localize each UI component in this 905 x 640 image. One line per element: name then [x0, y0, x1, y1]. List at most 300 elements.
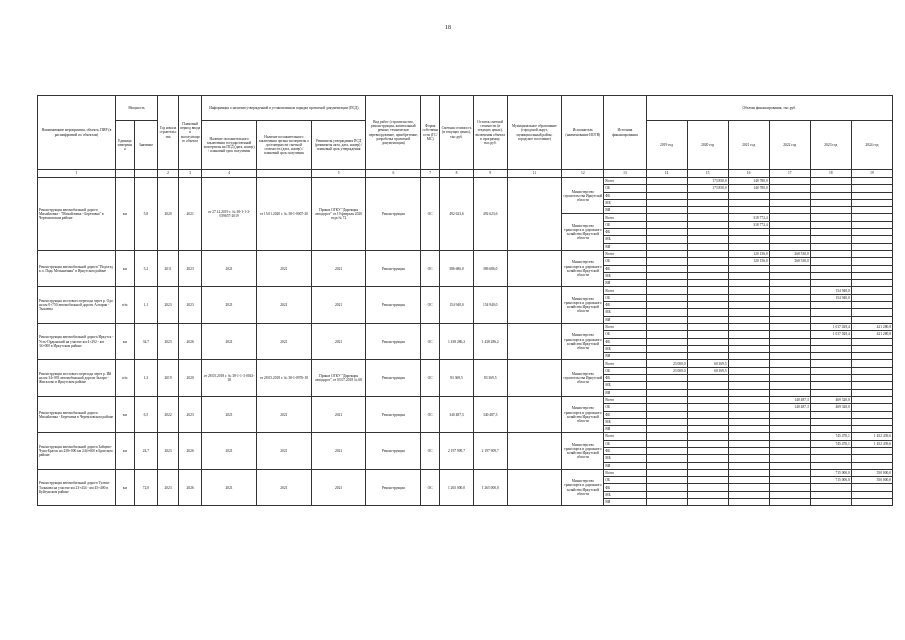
year-start: 2023 — [158, 433, 179, 469]
funding-amount — [646, 491, 687, 498]
power-value: 24,7 — [134, 433, 157, 469]
funding-amount — [646, 418, 687, 425]
funding-amount: 1 017 029,4 — [810, 331, 851, 338]
funding-amount — [646, 499, 687, 506]
funding-amount — [769, 367, 810, 374]
funding-amount: 550 000,0 — [851, 469, 892, 476]
funding-amount — [687, 477, 728, 484]
funding-amount: 1 452 439,6 — [851, 440, 892, 447]
property-form: ОС — [421, 360, 440, 396]
funding-amount — [810, 375, 851, 382]
funding-source: ОБ — [604, 440, 646, 447]
funding-amount — [646, 469, 687, 476]
funding-amount: 60 169,5 — [687, 360, 728, 367]
funding-amount — [728, 280, 769, 287]
work-type: Реконструкция — [366, 250, 421, 286]
funding-amount — [851, 499, 892, 506]
funding-amount — [687, 243, 728, 250]
funding-amount — [646, 236, 687, 243]
funding-source: ОБ — [604, 367, 646, 374]
funding-amount — [810, 345, 851, 352]
funding-amount — [687, 338, 728, 345]
municipality — [507, 250, 562, 286]
power-unit: км — [115, 433, 134, 469]
funding-amount: 60 169,5 — [687, 367, 728, 374]
funding-source: ВИ — [604, 243, 646, 250]
funding-amount — [810, 462, 851, 469]
funding-amount — [687, 447, 728, 454]
expertise-info: 2021 — [202, 287, 257, 323]
funding-amount — [769, 272, 810, 279]
remaining-header: Остаток сметной стоимости (в текущих ценах), включения объекта в программу, тыс.руб. — [473, 96, 507, 170]
funding-amount — [810, 229, 851, 236]
funding-amount — [646, 287, 687, 294]
funding-amount — [728, 207, 769, 214]
funding-amount — [646, 338, 687, 345]
funding-amount — [769, 426, 810, 433]
funding-amount — [851, 236, 892, 243]
municipality-header: Муниципальное образование (городской округ, муниципальный район, городское поселение) — [507, 96, 562, 170]
funding-amount — [728, 265, 769, 272]
column-number: 15 — [687, 170, 728, 178]
property-form: ОС — [421, 178, 440, 251]
funding-amount — [687, 491, 728, 498]
power-unit: км — [115, 250, 134, 286]
column-number: 11 — [507, 170, 562, 178]
funding-amount — [769, 294, 810, 301]
page-number: 18 — [445, 25, 451, 31]
funding-amount — [687, 207, 728, 214]
commission-period: 2023 — [179, 250, 202, 286]
funding-amount — [851, 178, 892, 185]
funding-amount: 550 000,0 — [851, 477, 892, 484]
reliability-info: от 28.05.2018 г. № 38-1-0976-18 — [256, 360, 311, 396]
funding-amount — [646, 331, 687, 338]
funding-amount — [646, 433, 687, 440]
funding-amount — [728, 477, 769, 484]
funding-amount — [810, 426, 851, 433]
funding-amount — [769, 499, 810, 506]
funding-amount — [646, 404, 687, 411]
funding-amount — [687, 323, 728, 330]
funding-amount — [769, 178, 810, 185]
municipality — [507, 178, 562, 251]
funding-amount: 268 530,0 — [769, 250, 810, 257]
funding-amount — [687, 199, 728, 206]
property-form: ОС — [421, 323, 440, 359]
column-number: 12 — [562, 170, 604, 178]
funding-amount — [646, 229, 687, 236]
funding-amount — [687, 462, 728, 469]
funding-amount — [728, 426, 769, 433]
project-name: Реконструкция автомобильной дороги Зайцево-Чуна-Братск на 238+000 км 244+600 в Братском районе — [38, 433, 116, 469]
funding-amount — [687, 411, 728, 418]
approval-info: 2021 — [311, 396, 366, 432]
funding-amount — [810, 418, 851, 425]
funding-amount — [851, 287, 892, 294]
funding-source: Всего — [604, 287, 646, 294]
funding-amount — [728, 236, 769, 243]
funding-source: ФБ — [604, 338, 646, 345]
funding-source: ОБ — [604, 331, 646, 338]
funding-amount — [810, 302, 851, 309]
funding-amount — [687, 258, 728, 265]
funding-source: Всего — [604, 396, 646, 403]
source-header: Источник финансирования — [604, 96, 646, 170]
column-number — [256, 170, 311, 178]
funding-amount — [646, 353, 687, 360]
funding-amount — [728, 243, 769, 250]
power-unit-header: Единица измерения — [115, 121, 134, 170]
funding-amount: 173 850,0 — [687, 178, 728, 185]
funding-amount — [810, 258, 851, 265]
funding-amount — [687, 396, 728, 403]
funding-amount — [810, 484, 851, 491]
funding-amount — [851, 221, 892, 228]
funding-amount — [769, 375, 810, 382]
funding-source: ОБ — [604, 258, 646, 265]
year-header: 2023 год — [810, 121, 851, 170]
funding-amount — [769, 316, 810, 323]
approval-header: Реквизиты утверждения ПСД (реквизиты акта, дата, номер) / плановый срок утверждения — [311, 121, 366, 170]
funding-amount — [687, 455, 728, 462]
funding-source: МБ — [604, 309, 646, 316]
funding-amount — [728, 367, 769, 374]
project-name: Реконструкция автомобильной дороги Тулюн-Талькова на участке км 23+434 - км 45+400 в Куйтунском районе — [38, 469, 116, 505]
reliability-info: 2021 — [256, 323, 311, 359]
funding-amount — [810, 192, 851, 199]
executor-ministry: Министерство транспорта и дорожного хозяйства Иркутской области — [562, 433, 604, 469]
work-type: Реконструкция — [366, 360, 421, 396]
remaining-cost: 492 623,6 — [473, 178, 507, 251]
funding-amount — [728, 360, 769, 367]
funding-amount — [728, 302, 769, 309]
year-start: 2020 — [158, 178, 179, 251]
funding-amount: 154 940,0 — [810, 287, 851, 294]
funding-amount — [810, 447, 851, 454]
year-start: 2023 — [158, 469, 179, 505]
funding-amount — [810, 389, 851, 396]
funding-amount — [728, 404, 769, 411]
funding-amount — [769, 302, 810, 309]
funding-amount — [810, 214, 851, 221]
table-row — [38, 323, 893, 330]
funding-amount — [769, 345, 810, 352]
funding-amount — [810, 411, 851, 418]
estimate-cost: 1 438 286,2 — [440, 323, 474, 359]
funding-amount — [851, 455, 892, 462]
funding-amount — [851, 316, 892, 323]
funding-amount — [646, 302, 687, 309]
funding-source: Всего — [604, 360, 646, 367]
funding-amount — [646, 243, 687, 250]
funding-amount — [851, 338, 892, 345]
funding-source: ВИ — [604, 499, 646, 506]
funding-source: ФБ — [604, 229, 646, 236]
funding-amount — [769, 440, 810, 447]
funding-amount — [646, 323, 687, 330]
power-value: 5,2 — [134, 250, 157, 286]
funding-amount — [728, 484, 769, 491]
reliability-info: от 15.01.2020 г. № 38-1-0007-20 — [256, 178, 311, 251]
funding-amount — [851, 345, 892, 352]
estimate-header: Сметная стоимость (в текущих ценах), тыс.руб. — [440, 96, 474, 170]
estimate-cost: 83 369,5 — [440, 360, 474, 396]
psd-group-header: Информация о наличии утвержденной в установленном порядке проектной документации (ПСД) — [202, 96, 366, 121]
funding-amount: 469 320,0 — [810, 404, 851, 411]
reliability-info: 2021 — [256, 433, 311, 469]
work-type: Реконструкция — [366, 178, 421, 251]
funding-amount — [646, 462, 687, 469]
power-value: 5,8 — [134, 178, 157, 251]
funding-amount — [728, 389, 769, 396]
funding-amount — [646, 382, 687, 389]
funding-amount — [851, 360, 892, 367]
funding-amount — [810, 338, 851, 345]
funding-amount — [646, 396, 687, 403]
funding-amount — [810, 353, 851, 360]
executor-ministry: Министерство транспорта и дорожного хозяйства Иркутской области — [562, 469, 604, 505]
funding-amount — [810, 382, 851, 389]
power-value: 1,3 — [134, 360, 157, 396]
estimate-cost: 386 686,0 — [440, 250, 474, 286]
funding-source: МБ — [604, 455, 646, 462]
funding-amount — [728, 462, 769, 469]
year-start: 2022 — [158, 396, 179, 432]
funding-amount: 23 000,0 — [646, 367, 687, 374]
funding-amount — [728, 499, 769, 506]
funding-amount — [646, 280, 687, 287]
funding-amount — [728, 316, 769, 323]
expertise-info: 2021 — [202, 250, 257, 286]
funding-amount — [687, 375, 728, 382]
expertise-info: 2021 — [202, 396, 257, 432]
funding-amount — [851, 302, 892, 309]
funding-amount — [646, 484, 687, 491]
power-unit: п/м — [115, 360, 134, 396]
funding-amount — [810, 367, 851, 374]
funding-amount — [769, 389, 810, 396]
column-number: 6 — [366, 170, 421, 178]
funding-amount — [728, 294, 769, 301]
funding-source: ВИ — [604, 207, 646, 214]
funding-source: МБ — [604, 491, 646, 498]
funding-amount — [728, 345, 769, 352]
funding-source: ОБ — [604, 221, 646, 228]
funding-amount — [769, 243, 810, 250]
funding-amount — [769, 185, 810, 192]
work-type: Реконструкция — [366, 287, 421, 323]
funding-amount — [687, 316, 728, 323]
power-unit: км — [115, 178, 134, 251]
funding-amount — [687, 433, 728, 440]
funding-source: ВИ — [604, 462, 646, 469]
funding-amount — [851, 250, 892, 257]
funding-source: МБ — [604, 272, 646, 279]
municipality — [507, 287, 562, 323]
power-unit: п/м — [115, 287, 134, 323]
executor-ministry: Министерство транспорта и дорожного хозяйства Иркутской области — [562, 214, 604, 250]
funding-amount — [851, 280, 892, 287]
funding-amount — [851, 367, 892, 374]
funding-amount — [851, 404, 892, 411]
column-number: 4 — [202, 170, 257, 178]
funding-amount — [646, 199, 687, 206]
funding-amount: 23 000,0 — [646, 360, 687, 367]
municipality — [507, 433, 562, 469]
column-number — [115, 170, 134, 178]
funding-amount: 421 280,8 — [851, 323, 892, 330]
funding-amount — [687, 192, 728, 199]
funding-amount — [810, 499, 851, 506]
funding-amount — [687, 426, 728, 433]
funding-amount — [769, 309, 810, 316]
funding-amount — [728, 331, 769, 338]
power-value: 6,5 — [134, 396, 157, 432]
funding-amount — [687, 345, 728, 352]
funding-amount — [687, 294, 728, 301]
project-name: Реконструкция мостового перехода через р. Ода на км 0+750 автомобильной дороги Алтарик - Тыхаевы — [38, 287, 116, 323]
funding-amount — [728, 455, 769, 462]
approval-info: Приказ ОГКУ "Дирекция автодорог" от 19 февраля 2020 года № 72 — [311, 178, 366, 251]
funding-amount — [851, 258, 892, 265]
funding-amount — [687, 221, 728, 228]
power-value: 1,1 — [134, 287, 157, 323]
commission-period: 2026 — [179, 469, 202, 505]
funding-source: МБ — [604, 345, 646, 352]
funding-amount — [687, 389, 728, 396]
funding-amount — [646, 345, 687, 352]
remaining-cost: 2 197 909,7 — [473, 433, 507, 469]
period-header: Плановый период ввода в эксплуатацию объекта — [179, 96, 202, 170]
estimate-cost: 154 940,0 — [440, 287, 474, 323]
funding-amount — [687, 353, 728, 360]
funding-amount — [851, 447, 892, 454]
executor-ministry: Министерство транспорта и дорожного хозяйства Иркутской области — [562, 323, 604, 359]
funding-source: Всего — [604, 250, 646, 257]
table-header — [38, 96, 893, 178]
estimate-cost: 492 623,6 — [440, 178, 474, 251]
municipality — [507, 469, 562, 505]
approval-info: Приказ ОГКУ "Дирекция автодорог" от 03.07.2018 № 68 — [311, 360, 366, 396]
table-row — [38, 178, 893, 185]
funding-amount: 318 772,4 — [728, 214, 769, 221]
funding-amount — [687, 272, 728, 279]
reliability-info: 2021 — [256, 287, 311, 323]
funding-amount — [728, 447, 769, 454]
funding-amount — [687, 499, 728, 506]
funding-amount — [728, 287, 769, 294]
executor-ministry: Министерство строительства Иркутской области — [562, 360, 604, 396]
approval-info: 2021 — [311, 469, 366, 505]
table-row — [38, 433, 893, 440]
funding-amount — [810, 491, 851, 498]
funding-amount: 140 780,0 — [728, 178, 769, 185]
reliability-info: 2021 — [256, 396, 311, 432]
funding-amount: 140 780,0 — [728, 185, 769, 192]
power-value: 34,7 — [134, 323, 157, 359]
funding-source: МБ — [604, 236, 646, 243]
power-value-header: Значение — [134, 121, 157, 170]
funding-amount — [728, 469, 769, 476]
expertise-info: 2021 — [202, 323, 257, 359]
funding-source: Всего — [604, 433, 646, 440]
funding-amount — [728, 491, 769, 498]
funding-source: ВИ — [604, 426, 646, 433]
funding-amount — [851, 265, 892, 272]
funding-amount — [769, 455, 810, 462]
funding-amount — [810, 178, 851, 185]
funding-amount — [728, 229, 769, 236]
column-number — [134, 170, 157, 178]
funding-source: ФБ — [604, 447, 646, 454]
funding-amount — [810, 316, 851, 323]
funding-amount — [769, 214, 810, 221]
funding-amount — [687, 418, 728, 425]
property-form: ОС — [421, 433, 440, 469]
table-row — [38, 287, 893, 294]
funding-amount — [769, 433, 810, 440]
funding-amount — [851, 389, 892, 396]
funding-amount — [687, 287, 728, 294]
estimate-cost: 1 265 000,0 — [440, 469, 474, 505]
work-type-header: Вид работ (строительство, реконструкция, капитальный ремонт, техническое перевооружение, приобретение, разработка проектной документации) — [366, 96, 421, 170]
funding-amount — [769, 353, 810, 360]
funding-amount — [810, 243, 851, 250]
funding-amount — [769, 323, 810, 330]
power-unit: км — [115, 323, 134, 359]
funding-amount — [646, 207, 687, 214]
funding-amount — [646, 411, 687, 418]
funding-amount: 469 320,0 — [810, 396, 851, 403]
funding-source: ОБ — [604, 185, 646, 192]
remaining-cost: 154 940,0 — [473, 287, 507, 323]
funding-amount — [687, 229, 728, 236]
executor-ministry: Министерство транспорта и дорожного хозяйства Иркутской области — [562, 396, 604, 432]
executor-ministry: Министерство транспорта и дорожного хозяйства Иркутской области — [562, 250, 604, 286]
funding-amount — [851, 382, 892, 389]
funding-amount — [646, 185, 687, 192]
funding-amount — [810, 250, 851, 257]
funding-amount — [769, 192, 810, 199]
funding-amount — [810, 272, 851, 279]
funding-amount — [851, 491, 892, 498]
funding-amount — [851, 462, 892, 469]
funding-amount: 715 000,0 — [810, 469, 851, 476]
funding-amount — [728, 199, 769, 206]
commission-period: 2026 — [179, 433, 202, 469]
funding-source: Всего — [604, 214, 646, 221]
column-number-row — [38, 170, 893, 178]
project-name: Реконструкция автомобильной дороги Иркутск - Усть-Ордынский на участке км 4+292 - км 34+000 в Иркутском районе — [38, 323, 116, 359]
expertise-header: Наличие положительного заключения государственной экспертизы на ПСД (дата, номер) / плановый срок получения — [202, 121, 257, 170]
funding-amount — [769, 229, 810, 236]
funding-amount — [646, 447, 687, 454]
funding-amount: 1 017 029,4 — [810, 323, 851, 330]
volume-group-header: Объемы финансирования, тыс.руб. — [646, 96, 892, 121]
approval-info: 2021 — [311, 287, 366, 323]
funding-amount — [810, 280, 851, 287]
funding-amount — [851, 309, 892, 316]
expertise-info: 2021 — [202, 469, 257, 505]
table-row — [38, 250, 893, 257]
funding-amount — [851, 353, 892, 360]
funding-amount — [728, 418, 769, 425]
funding-amount — [646, 440, 687, 447]
funding-amount — [810, 185, 851, 192]
funding-amount: 745 470,1 — [810, 440, 851, 447]
funding-amount — [646, 265, 687, 272]
